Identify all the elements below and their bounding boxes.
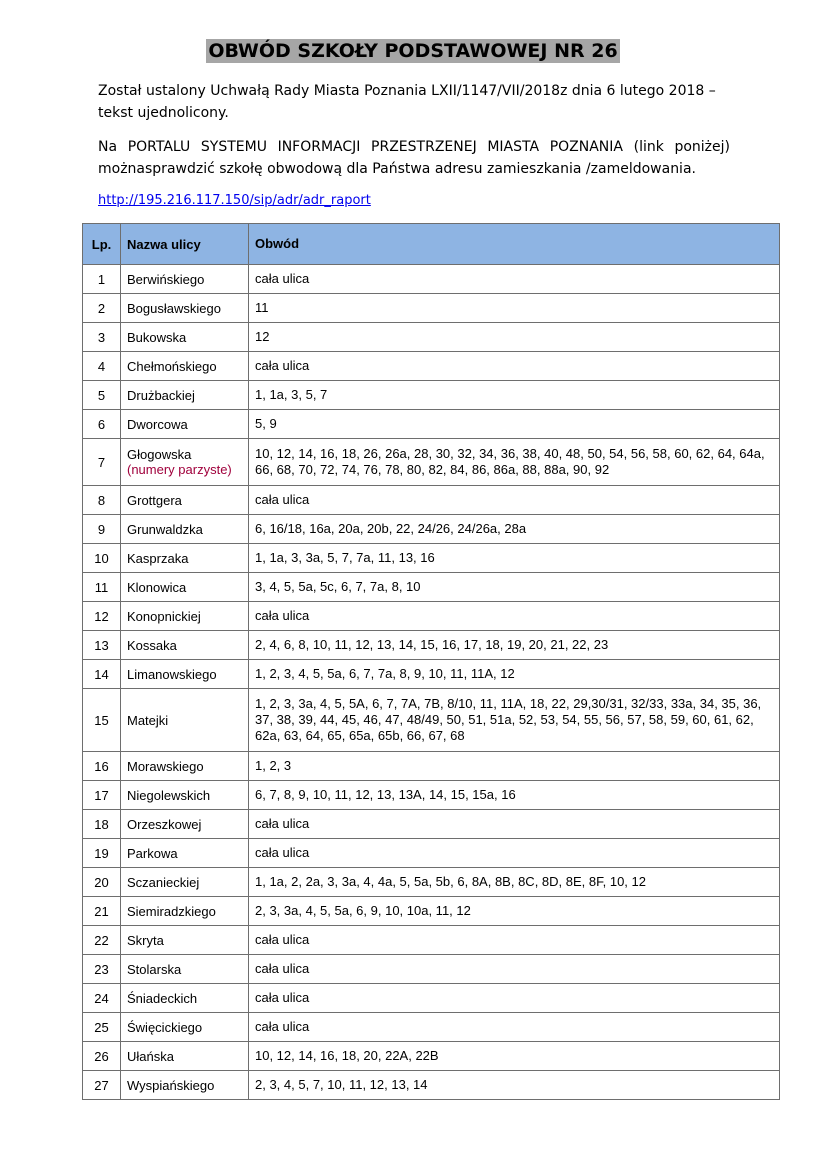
street-name: Siemiradzkiego — [127, 903, 216, 919]
cell-street — [121, 955, 249, 984]
cell-street — [121, 660, 249, 689]
street-name: Grottgera — [127, 492, 182, 508]
table-row — [83, 486, 780, 515]
cell-range: 2, 4, 6, 8, 10, 11, 12, 13, 14, 15, 16, 17, 18, 19, 20, 21, 22, 23 — [249, 631, 780, 660]
cell-range: cała ulica — [249, 839, 780, 868]
cell-range: 6, 7, 8, 9, 10, 11, 12, 13, 13A, 14, 15, 15a, 16 — [249, 781, 780, 810]
table-row — [83, 897, 780, 926]
cell-range: 12 — [249, 323, 780, 352]
cell-range: cała ulica — [249, 810, 780, 839]
cell-street — [121, 897, 249, 926]
street-name: Bukowska — [127, 329, 187, 345]
cell-lp: 14 — [83, 660, 121, 689]
cell-range: 6, 16/18, 16a, 20a, 20b, 22, 24/26, 24/26a, 28a — [249, 515, 780, 544]
table-row — [83, 631, 780, 660]
table-row — [83, 955, 780, 984]
portal-paragraph: Na PORTALU SYSTEMU INFORMACJI PRZESTRZENEJ MIASTA POZNANIA (link poniżej) możnasprawdzić szkołę obwodową dla Państwa adresu zamieszkania /zameldowania. — [98, 139, 730, 177]
street-name: Ułańska — [127, 1048, 174, 1064]
table-row — [83, 352, 780, 381]
table-row — [83, 926, 780, 955]
cell-lp: 2 — [83, 294, 121, 323]
cell-range: 1, 2, 3, 3a, 4, 5, 5A, 6, 7, 7A, 7B, 8/10, 11, 11A, 18, 22, 29,30/31, 32/33, 33a, 34, 35, 36, 37, 38, 39, 44, 45, 46, 47, 48/49, 50, 51, 51a, 52, 53, 54, 55, 56, 57, 58, 59, 60, 61, 62, 62a, 63, 64, 65, 65a, 65b, 66, 67, 68 — [249, 689, 780, 752]
street-name: Konopnickiej — [127, 608, 201, 624]
cell-range: cała ulica — [249, 926, 780, 955]
cell-street — [121, 781, 249, 810]
cell-lp: 8 — [83, 486, 121, 515]
portal-link[interactable]: http://195.216.117.150/sip/adr/adr_raport — [98, 193, 371, 208]
cell-lp: 27 — [83, 1071, 121, 1100]
cell-range: 1, 1a, 3, 3a, 5, 7, 7a, 11, 13, 16 — [249, 544, 780, 573]
street-name: Limanowskiego — [127, 666, 217, 682]
cell-street — [121, 868, 249, 897]
cell-street — [121, 1071, 249, 1100]
cell-street — [121, 602, 249, 631]
cell-lp: 6 — [83, 410, 121, 439]
cell-street — [121, 439, 249, 486]
cell-street — [121, 573, 249, 602]
table-row — [83, 544, 780, 573]
cell-street — [121, 839, 249, 868]
cell-lp: 18 — [83, 810, 121, 839]
street-name: Wyspiańskiego — [127, 1077, 215, 1093]
document-title-wrap — [0, 40, 826, 62]
cell-range: cała ulica — [249, 486, 780, 515]
cell-street — [121, 689, 249, 752]
cell-lp: 24 — [83, 984, 121, 1013]
table-row — [83, 439, 780, 486]
cell-street — [121, 926, 249, 955]
table-row — [83, 984, 780, 1013]
street-name: Stolarska — [127, 961, 182, 977]
cell-range: 3, 4, 5, 5a, 5c, 6, 7, 7a, 8, 10 — [249, 573, 780, 602]
cell-street — [121, 631, 249, 660]
cell-lp: 22 — [83, 926, 121, 955]
cell-street — [121, 752, 249, 781]
table-header-row — [83, 224, 780, 265]
cell-range: 10, 12, 14, 16, 18, 20, 22A, 22B — [249, 1042, 780, 1071]
street-name: Sczanieckiej — [127, 874, 200, 890]
cell-lp: 13 — [83, 631, 121, 660]
table-row — [83, 381, 780, 410]
cell-lp: 5 — [83, 381, 121, 410]
table-row — [83, 839, 780, 868]
cell-lp: 1 — [83, 265, 121, 294]
cell-lp: 17 — [83, 781, 121, 810]
table-row — [83, 810, 780, 839]
table-row — [83, 660, 780, 689]
cell-range: 1, 1a, 3, 5, 7 — [249, 381, 780, 410]
cell-range: cała ulica — [249, 955, 780, 984]
table-row — [83, 515, 780, 544]
street-name: Kasprzaka — [127, 550, 189, 566]
cell-street — [121, 381, 249, 410]
table-row — [83, 781, 780, 810]
cell-lp: 10 — [83, 544, 121, 573]
cell-lp: 4 — [83, 352, 121, 381]
cell-street — [121, 410, 249, 439]
street-name: Skryta — [127, 932, 164, 948]
table-row — [83, 323, 780, 352]
cell-range: 2, 3, 3a, 4, 5, 5a, 6, 9, 10, 10a, 11, 12 — [249, 897, 780, 926]
cell-range: cała ulica — [249, 984, 780, 1013]
street-name: Matejki — [127, 712, 169, 728]
street-name: Święcickiego — [127, 1019, 203, 1035]
table-row — [83, 1071, 780, 1100]
cell-lp: 19 — [83, 839, 121, 868]
cell-range: 2, 3, 4, 5, 7, 10, 11, 12, 13, 14 — [249, 1071, 780, 1100]
cell-lp: 9 — [83, 515, 121, 544]
cell-lp: 16 — [83, 752, 121, 781]
cell-street — [121, 486, 249, 515]
street-name: Parkowa — [127, 845, 178, 861]
cell-street — [121, 1013, 249, 1042]
street-name: Kossaka — [127, 637, 177, 653]
cell-street — [121, 323, 249, 352]
street-name: Niegolewskich — [127, 787, 211, 803]
cell-lp: 11 — [83, 573, 121, 602]
cell-range: 1, 2, 3, 4, 5, 5a, 6, 7, 7a, 8, 9, 10, 11, 11A, 12 — [249, 660, 780, 689]
cell-range: cała ulica — [249, 1013, 780, 1042]
street-name: Orzeszkowej — [127, 816, 202, 832]
cell-range: 11 — [249, 294, 780, 323]
document-title: OBWÓD SZKOŁY PODSTAWOWEJ NR 26 — [208, 40, 618, 62]
street-name: Morawskiego — [127, 758, 204, 774]
street-name: Chełmońskiego — [127, 358, 217, 374]
cell-street — [121, 352, 249, 381]
cell-lp: 21 — [83, 897, 121, 926]
cell-lp: 23 — [83, 955, 121, 984]
header-range: Obwód — [249, 224, 780, 265]
cell-range: 1, 1a, 2, 2a, 3, 3a, 4, 4a, 5, 5a, 5b, 6, 8A, 8B, 8C, 8D, 8E, 8F, 10, 12 — [249, 868, 780, 897]
street-name: Klonowica — [127, 579, 187, 595]
street-name: Berwińskiego — [127, 271, 205, 287]
street-name: Śniadeckich — [127, 990, 198, 1006]
cell-lp: 25 — [83, 1013, 121, 1042]
street-name: Drużbackiej — [127, 387, 195, 403]
cell-street — [121, 544, 249, 573]
cell-street — [121, 810, 249, 839]
cell-lp: 26 — [83, 1042, 121, 1071]
cell-lp: 15 — [83, 689, 121, 752]
cell-street — [121, 984, 249, 1013]
intro-paragraph: Został ustalony Uchwałą Rady Miasta Poznania LXII/1147/VII/2018z dnia 6 lutego 2018 – tekst ujednolicony. — [98, 83, 716, 121]
table-row — [83, 573, 780, 602]
table-row — [83, 265, 780, 294]
street-note: (numery parzyste) — [127, 462, 232, 477]
cell-lp: 12 — [83, 602, 121, 631]
street-name: Głogowska — [127, 447, 192, 462]
header-street: Nazwa ulicy — [121, 224, 249, 265]
table-row — [83, 1013, 780, 1042]
cell-range: 5, 9 — [249, 410, 780, 439]
table-row — [83, 602, 780, 631]
cell-lp: 20 — [83, 868, 121, 897]
cell-range: 10, 12, 14, 16, 18, 26, 26a, 28, 30, 32, 34, 36, 38, 40, 48, 50, 54, 56, 58, 60, 62, 64, 64a, 66, 68, 70, 72, 74, 76, 78, 80, 82, 84, 86, 86a, 88, 88a, 90, 92 — [249, 439, 780, 486]
streets-table — [82, 223, 780, 1100]
table-row — [83, 689, 780, 752]
cell-street — [121, 294, 249, 323]
header-lp: Lp. — [83, 224, 121, 265]
street-name: Grunwaldzka — [127, 521, 203, 537]
cell-street — [121, 1042, 249, 1071]
table-row — [83, 752, 780, 781]
cell-range: cała ulica — [249, 265, 780, 294]
cell-range: 1, 2, 3 — [249, 752, 780, 781]
cell-lp: 7 — [83, 439, 121, 486]
street-name: Bogusławskiego — [127, 300, 221, 316]
cell-range: cała ulica — [249, 352, 780, 381]
cell-street — [121, 265, 249, 294]
table-row — [83, 410, 780, 439]
table-row — [83, 868, 780, 897]
cell-range: cała ulica — [249, 602, 780, 631]
table-row — [83, 1042, 780, 1071]
cell-street — [121, 515, 249, 544]
table-row — [83, 294, 780, 323]
street-name: Dworcowa — [127, 416, 188, 432]
cell-lp: 3 — [83, 323, 121, 352]
